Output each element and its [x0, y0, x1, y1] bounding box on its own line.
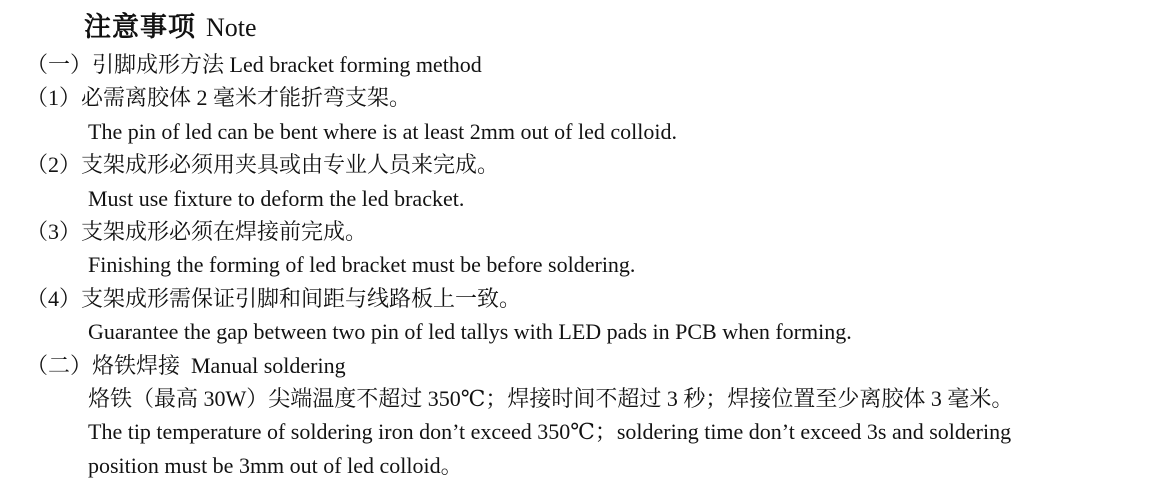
item-3-text-en: Finishing the forming of led bracket must be before soldering. — [88, 252, 636, 278]
section-2-body-en-line2: position must be 3mm out of led colloid。 — [88, 452, 463, 478]
item-2-text-en: Must use fixture to deform the led bracket. — [88, 185, 465, 211]
section-1-heading: （一）引脚成形方法 Led bracket forming method — [26, 52, 482, 77]
section-2-body-en-line1: The tip temperature of soldering iron don’t exceed 350℃；soldering time don’t exceed 3s and soldering — [88, 419, 1012, 445]
item-1-text-zh: （1）必需离胶体 2 毫米才能折弯支架。 — [26, 85, 412, 111]
item-3-text-zh: （3）支架成形必须在焊接前完成。 — [26, 219, 368, 245]
page-title-chinese: 注意事项 — [84, 12, 196, 42]
item-4-text-zh: （4）支架成形需保证引脚和间距与线路板上一致。 — [26, 285, 522, 311]
item-2-text-zh: （2）支架成形必须用夹具或由专业人员来完成。 — [26, 152, 500, 178]
item-4-text-en: Guarantee the gap between two pin of led tallys with LED pads in PCB when forming. — [88, 319, 852, 345]
section-2-body-zh: 烙铁（最高 30W）尖端温度不超过 350℃；焊接时间不超过 3 秒；焊接位置至少离胶体 3 毫米。 — [88, 386, 1014, 412]
section-2-heading: （二）烙铁焊接 Manual soldering — [26, 352, 346, 378]
item-1-text-en: The pin of led can be bent where is at least 2mm out of led colloid. — [88, 118, 677, 144]
page-title — [0, 0, 1164, 48]
page-title-english: Note — [206, 13, 257, 42]
